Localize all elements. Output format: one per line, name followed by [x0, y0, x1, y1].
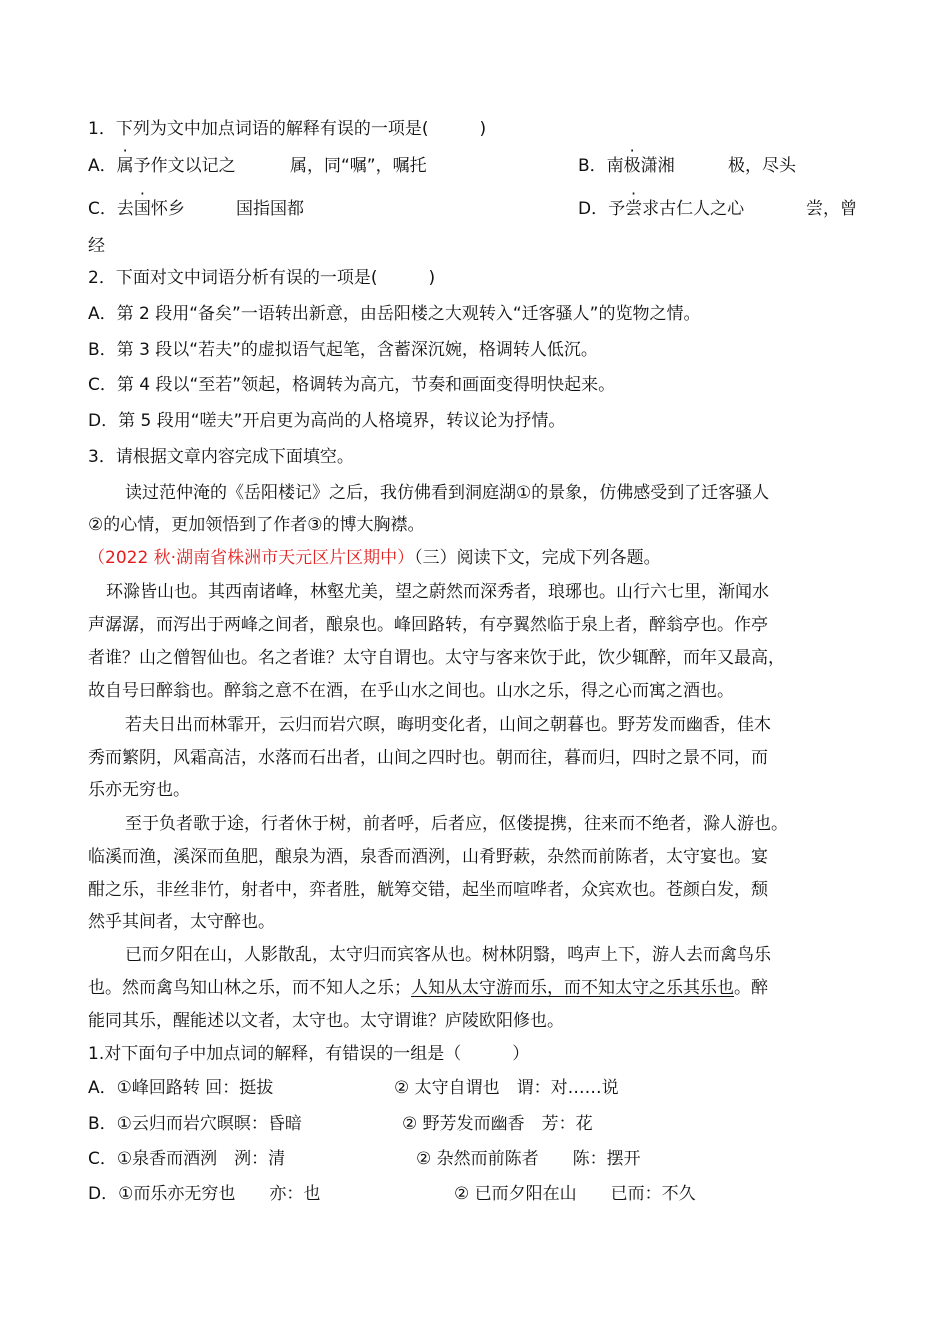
pq1-option-c-2: ② 杂然而前陈者 陈：摆开	[416, 1149, 641, 1169]
pq1-option-b-1: B．①云归而岩穴暝暝：昏暗	[88, 1114, 302, 1134]
q2-option-a: A．第 2 段用“备矣”一语转出新意，由岳阳楼之大观转入“迁客骚人”的览物之情。	[88, 304, 701, 324]
pq1-option-b-2: ② 野芳发而幽香 芳：花	[402, 1114, 593, 1134]
dotted-char: 极	[623, 156, 641, 176]
underlined-sentence: 人知从太守游而乐，而不知太守之乐其乐也	[411, 978, 734, 998]
passage-p2-line-3: 乐亦无穷也。	[88, 780, 190, 800]
q1-option-b-note: 极，尽头	[728, 156, 796, 176]
q2-option-d: D．第 5 段用“嗟夫”开启更为高尚的人格境界，转议论为抒情。	[88, 411, 566, 431]
option-label: B．	[578, 156, 607, 176]
dotted-char: 属	[116, 156, 134, 176]
passage-p3-line-2: 临溪而渔，溪深而鱼肥，酿泉为酒，泉香而酒洌，山肴野蔌，杂然而前陈者，太守宴也。宴	[88, 847, 768, 867]
dotted-char: 国	[133, 199, 151, 219]
pq1-option-a-2: ② 太守自谓也 谓：对……说	[394, 1078, 619, 1098]
q1-option-a-note: 属，同“嘱”，嘱托	[290, 156, 427, 176]
question-3-stem: 3．请根据文章内容完成下面填空。	[88, 447, 354, 467]
passage-p2-line-2: 秀而繁阴，风霜高洁，水落而石出者，山间之四时也。朝而往，暮而归，四时之景不同，而	[88, 748, 768, 768]
q1-option-d	[578, 197, 744, 221]
q1-option-c	[88, 197, 185, 221]
passage-text: 也。然而禽鸟知山林之乐，而不知人之乐；	[88, 978, 411, 998]
option-text: 予作文以记之	[133, 156, 236, 176]
source-label: （2022 秋·湖南省株洲市天元区片区期中）	[88, 548, 415, 568]
q1-option-d-note: 尝，曾	[806, 199, 857, 219]
q1-option-a	[88, 154, 236, 178]
passage-p4-line-1: 已而夕阳在山，人影散乱，太守归而宾客从也。树林阴翳，鸣声上下，游人去而禽鸟乐	[125, 945, 771, 965]
q1-option-d-note-cont: 经	[88, 236, 105, 256]
passage-p3-line-4: 然乎其间者，太守醉也。	[88, 912, 275, 932]
option-text: 求古仁人之心	[642, 199, 745, 219]
question-1-stem: 1．下列为文中加点词语的解释有误的一项是( )	[88, 119, 487, 139]
pq1-option-a-1: A．①峰回路转 回：挺拔	[88, 1078, 274, 1098]
option-text: 潇湘	[640, 156, 675, 176]
q2-option-c: C．第 4 段以“至若”领起，格调转为高亢，节奏和画面变得明快起来。	[88, 375, 616, 395]
q1-option-b	[578, 154, 675, 178]
pq1-option-d-1: D．①而乐亦无穷也 亦：也	[88, 1184, 321, 1204]
option-label: C．	[88, 199, 117, 219]
passage-p1-line-4: 故自号曰醉翁也。醉翁之意不在酒，在乎山水之间也。山水之乐，得之心而寓之酒也。	[88, 681, 734, 701]
pq1-option-d-2: ② 已而夕阳在山 已而：不久	[454, 1184, 696, 1204]
option-label: A．	[88, 156, 117, 176]
option-text: 去	[116, 199, 134, 219]
passage-p1-line-2: 声潺潺，而泻出于两峰之间者，酿泉也。峰回路转，有亭翼然临于泉上者，醉翁亭也。作亭	[88, 615, 768, 635]
section-header	[88, 546, 661, 570]
pq1-option-c-1: C．①泉香而酒洌 洌：清	[88, 1149, 286, 1169]
passage-question-1-stem: 1.对下面句子中加点词的解释，有错误的一组是（ ）	[88, 1044, 530, 1064]
passage-p4-line-3: 能同其乐，醒能述以文者，太守也。太守谓谁？庐陵欧阳修也。	[88, 1011, 564, 1031]
passage-p3-line-1: 至于负者歌于途，行者休于树，前者呼，后者应，伛偻提携，往来而不绝者，滁人游也。	[125, 814, 788, 834]
passage-text: 。醉	[734, 978, 768, 998]
passage-p3-line-3: 酣之乐，非丝非竹，射者中，弈者胜，觥筹交错，起坐而喧哗者，众宾欢也。苍颜白发，颓	[88, 880, 768, 900]
passage-p1-line-1: 环滁皆山也。其西南诸峰，林壑尤美，望之蔚然而深秀者，琅琊也。山行六七里，渐闻水	[106, 582, 769, 602]
q3-fill-line-2: ②的心情，更加领悟到了作者③的博大胸襟。	[88, 515, 425, 535]
option-text: 南	[606, 156, 624, 176]
question-2-stem: 2．下面对文中词语分析有误的一项是( )	[88, 268, 436, 288]
section-title: （三）阅读下文，完成下列各题。	[414, 548, 661, 568]
passage-p2-line-1: 若夫日出而林霏开，云归而岩穴暝，晦明变化者，山间之朝暮也。野芳发而幽香，佳木	[125, 715, 771, 735]
passage-p1-line-3: 者谁？山之僧智仙也。名之者谁？太守自谓也。太守与客来饮于此，饮少辄醉，而年又最高，	[88, 648, 785, 668]
option-text: 予	[608, 199, 626, 219]
q1-option-c-note: 国指国都	[236, 199, 304, 219]
q3-fill-line-1: 读过范仲淹的《岳阳楼记》之后，我仿佛看到洞庭湖①的景象，仿佛感受到了迁客骚人	[125, 483, 770, 503]
passage-p4-line-2	[88, 976, 768, 1000]
option-text: 怀乡	[150, 199, 185, 219]
q2-option-b: B．第 3 段以“若夫”的虚拟语气起笔，含蓄深沉婉，格调转人低沉。	[88, 340, 598, 360]
dotted-char: 尝	[625, 199, 643, 219]
option-label: D．	[578, 199, 609, 219]
